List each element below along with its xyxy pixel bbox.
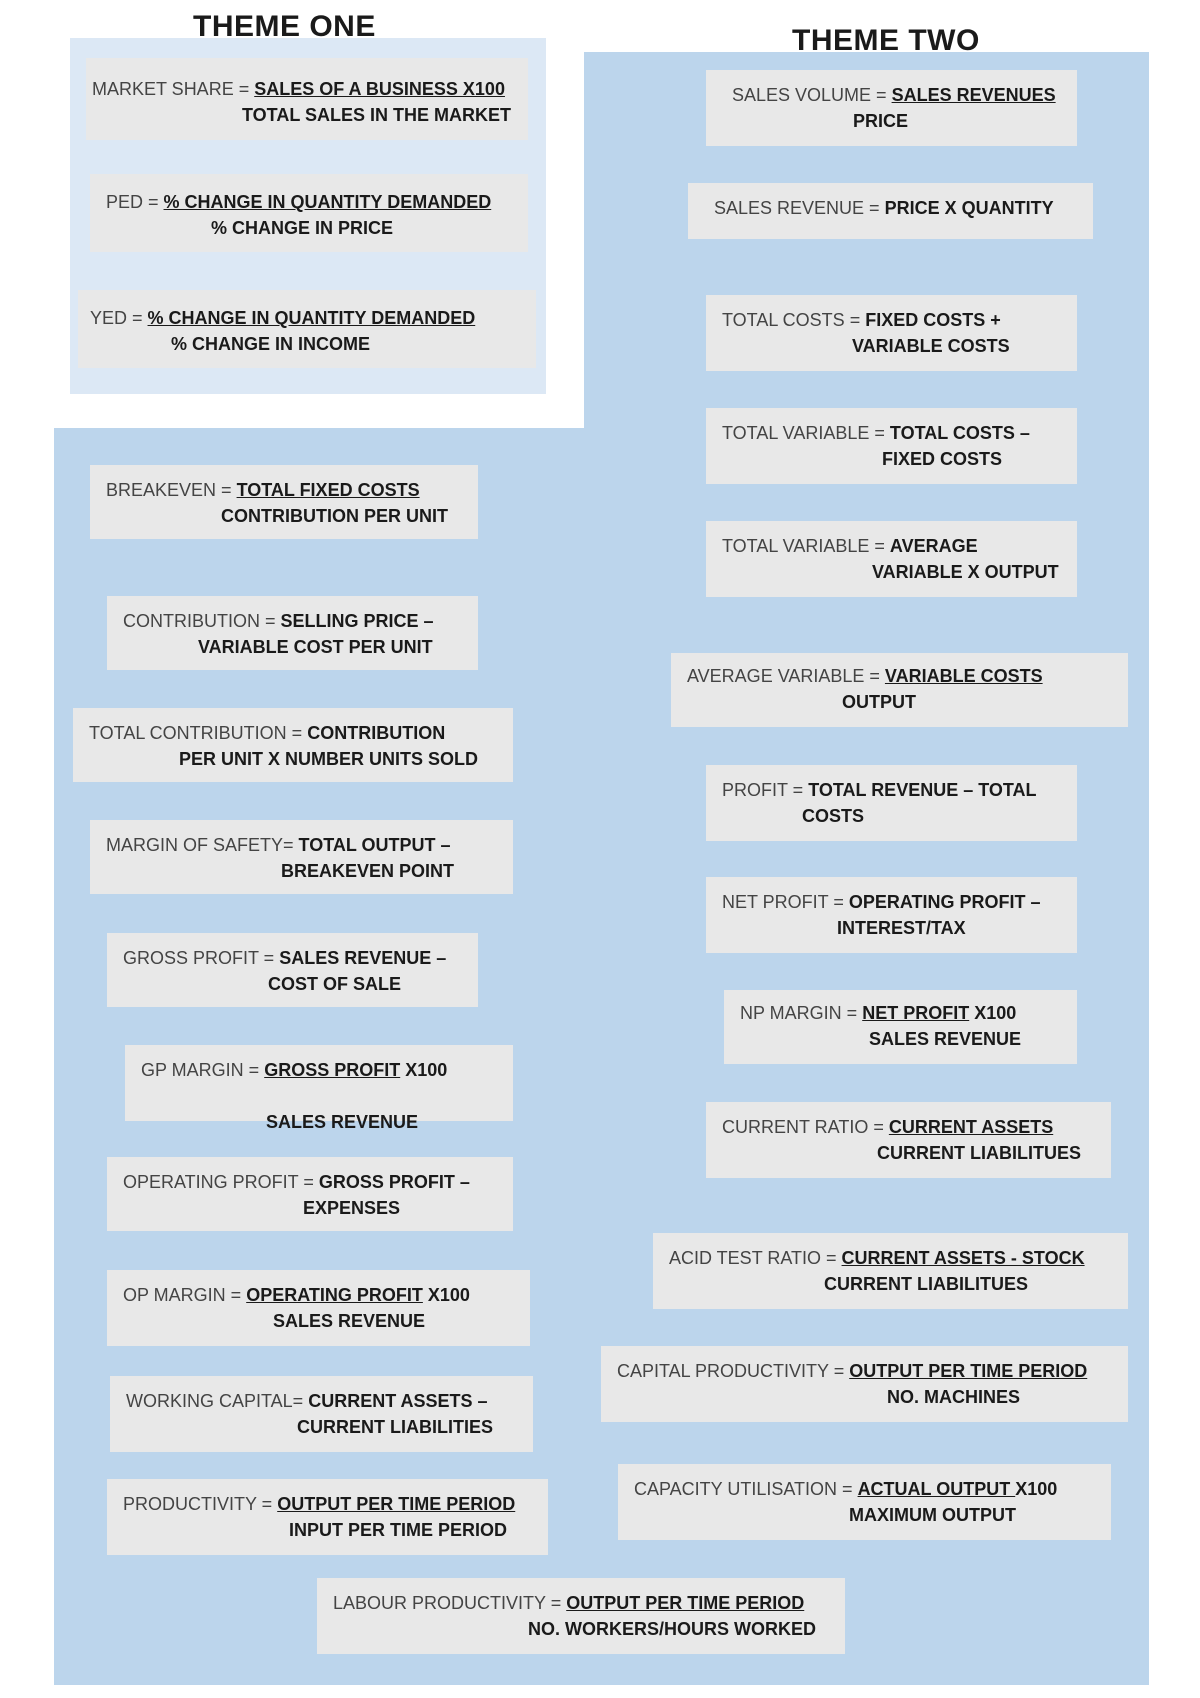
formula-capital-productivity: CAPITAL PRODUCTIVITY = OUTPUT PER TIME PERIOD NO. MACHINES — [601, 1346, 1128, 1422]
capital-productivity-numerator: OUTPUT PER TIME PERIOD — [849, 1361, 1088, 1381]
acid-test-denominator: CURRENT LIABILITUES — [824, 1274, 1028, 1294]
formula-total-variable-output: TOTAL VARIABLE = AVERAGE VARIABLE X OUTPUT — [706, 521, 1077, 597]
market-share-denominator: TOTAL SALES IN THE MARKET — [242, 105, 512, 125]
yed-numerator: % CHANGE IN QUANTITY DEMANDED — [147, 308, 476, 328]
current-ratio-numerator: CURRENT ASSETS — [888, 1117, 1054, 1137]
op-margin-denominator: SALES REVENUE — [273, 1311, 426, 1331]
productivity-numerator: OUTPUT PER TIME PERIOD — [277, 1494, 516, 1514]
capacity-utilisation-denominator: MAXIMUM OUTPUT — [849, 1505, 1016, 1525]
formula-working-capital: WORKING CAPITAL= CURRENT ASSETS – CURRENT LIABILITIES — [110, 1376, 533, 1452]
formula-current-ratio: CURRENT RATIO = CURRENT ASSETS CURRENT LIABILITUES — [706, 1102, 1111, 1178]
theme-two-heading: THEME TWO — [792, 24, 980, 57]
formula-capacity-utilisation: CAPACITY UTILISATION = ACTUAL OUTPUT X100 MAXIMUM OUTPUT — [618, 1464, 1111, 1540]
labour-productivity-numerator: OUTPUT PER TIME PERIOD — [566, 1593, 805, 1613]
formula-total-contribution: TOTAL CONTRIBUTION = CONTRIBUTION PER UNIT X NUMBER UNITS SOLD — [73, 708, 513, 782]
yed-denominator: % CHANGE IN INCOME — [171, 334, 371, 354]
formula-sales-volume: SALES VOLUME = SALES REVENUES PRICE — [706, 70, 1077, 146]
breakeven-denominator: CONTRIBUTION PER UNIT — [221, 506, 448, 526]
theme-one-heading: THEME ONE — [193, 10, 376, 43]
capital-productivity-denominator: NO. MACHINES — [887, 1387, 1021, 1407]
formula-gp-margin: GP MARGIN = GROSS PROFIT X100 SALES REVENUE — [125, 1045, 513, 1121]
sales-volume-denominator: PRICE — [853, 111, 909, 131]
formula-yed: YED = % CHANGE IN QUANTITY DEMANDED % CHANGE IN INCOME — [78, 290, 536, 368]
ped-denominator: % CHANGE IN PRICE — [211, 218, 394, 238]
acid-test-numerator: CURRENT ASSETS - STOCK — [841, 1248, 1085, 1268]
labour-productivity-denominator: NO. WORKERS/HOURS WORKED — [528, 1619, 816, 1639]
formula-productivity: PRODUCTIVITY = OUTPUT PER TIME PERIOD INPUT PER TIME PERIOD — [107, 1479, 548, 1555]
formula-gross-profit: GROSS PROFIT = SALES REVENUE – COST OF SALE — [107, 933, 478, 1007]
np-margin-denominator: SALES REVENUE — [869, 1029, 1022, 1049]
productivity-denominator: INPUT PER TIME PERIOD — [289, 1520, 508, 1540]
formula-net-profit: NET PROFIT = OPERATING PROFIT – INTEREST/TAX — [706, 877, 1077, 953]
formula-average-variable: AVERAGE VARIABLE = VARIABLE COSTS OUTPUT — [671, 653, 1128, 727]
formula-breakeven: BREAKEVEN = TOTAL FIXED COSTS CONTRIBUTION PER UNIT — [90, 465, 478, 539]
average-variable-numerator: VARIABLE COSTS — [884, 666, 1043, 686]
formula-margin-of-safety: MARGIN OF SAFETY= TOTAL OUTPUT – BREAKEVEN POINT — [90, 820, 513, 894]
formula-market-share: MARKET SHARE = SALES OF A BUSINESS X100 TOTAL SALES IN THE MARKET — [86, 58, 528, 140]
formula-sales-revenue: SALES REVENUE = PRICE X QUANTITY — [688, 183, 1093, 239]
sales-volume-numerator: SALES REVENUES — [891, 85, 1056, 105]
formula-ped: PED = % CHANGE IN QUANTITY DEMANDED % CHANGE IN PRICE — [90, 174, 528, 252]
gp-margin-numerator: GROSS PROFIT — [264, 1060, 401, 1080]
capacity-utilisation-numerator: ACTUAL OUTPUT — [857, 1479, 1016, 1499]
formula-operating-profit: OPERATING PROFIT = GROSS PROFIT – EXPENSES — [107, 1157, 513, 1231]
formula-contribution: CONTRIBUTION = SELLING PRICE – VARIABLE COST PER UNIT — [107, 596, 478, 670]
formula-acid-test-ratio: ACID TEST RATIO = CURRENT ASSETS - STOCK CURRENT LIABILITUES — [653, 1233, 1128, 1309]
formula-total-costs: TOTAL COSTS = FIXED COSTS + VARIABLE COSTS — [706, 295, 1077, 371]
ped-numerator: % CHANGE IN QUANTITY DEMANDED — [163, 192, 492, 212]
np-margin-numerator: NET PROFIT — [862, 1003, 970, 1023]
gp-margin-denominator: SALES REVENUE — [266, 1112, 419, 1132]
average-variable-denominator: OUTPUT — [842, 692, 916, 712]
formula-np-margin: NP MARGIN = NET PROFIT X100 SALES REVENUE — [724, 990, 1077, 1064]
op-margin-numerator: OPERATING PROFIT — [246, 1285, 423, 1305]
breakeven-numerator: TOTAL FIXED COSTS — [236, 480, 420, 500]
formula-op-margin: OP MARGIN = OPERATING PROFIT X100 SALES REVENUE — [107, 1270, 530, 1346]
formula-profit: PROFIT = TOTAL REVENUE – TOTAL COSTS — [706, 765, 1077, 841]
formula-labour-productivity: LABOUR PRODUCTIVITY = OUTPUT PER TIME PERIOD NO. WORKERS/HOURS WORKED — [317, 1578, 845, 1654]
current-ratio-denominator: CURRENT LIABILITUES — [877, 1143, 1081, 1163]
formula-total-variable-costs: TOTAL VARIABLE = TOTAL COSTS – FIXED COSTS — [706, 408, 1077, 484]
market-share-numerator: SALES OF A BUSINESS X100 — [254, 79, 505, 99]
